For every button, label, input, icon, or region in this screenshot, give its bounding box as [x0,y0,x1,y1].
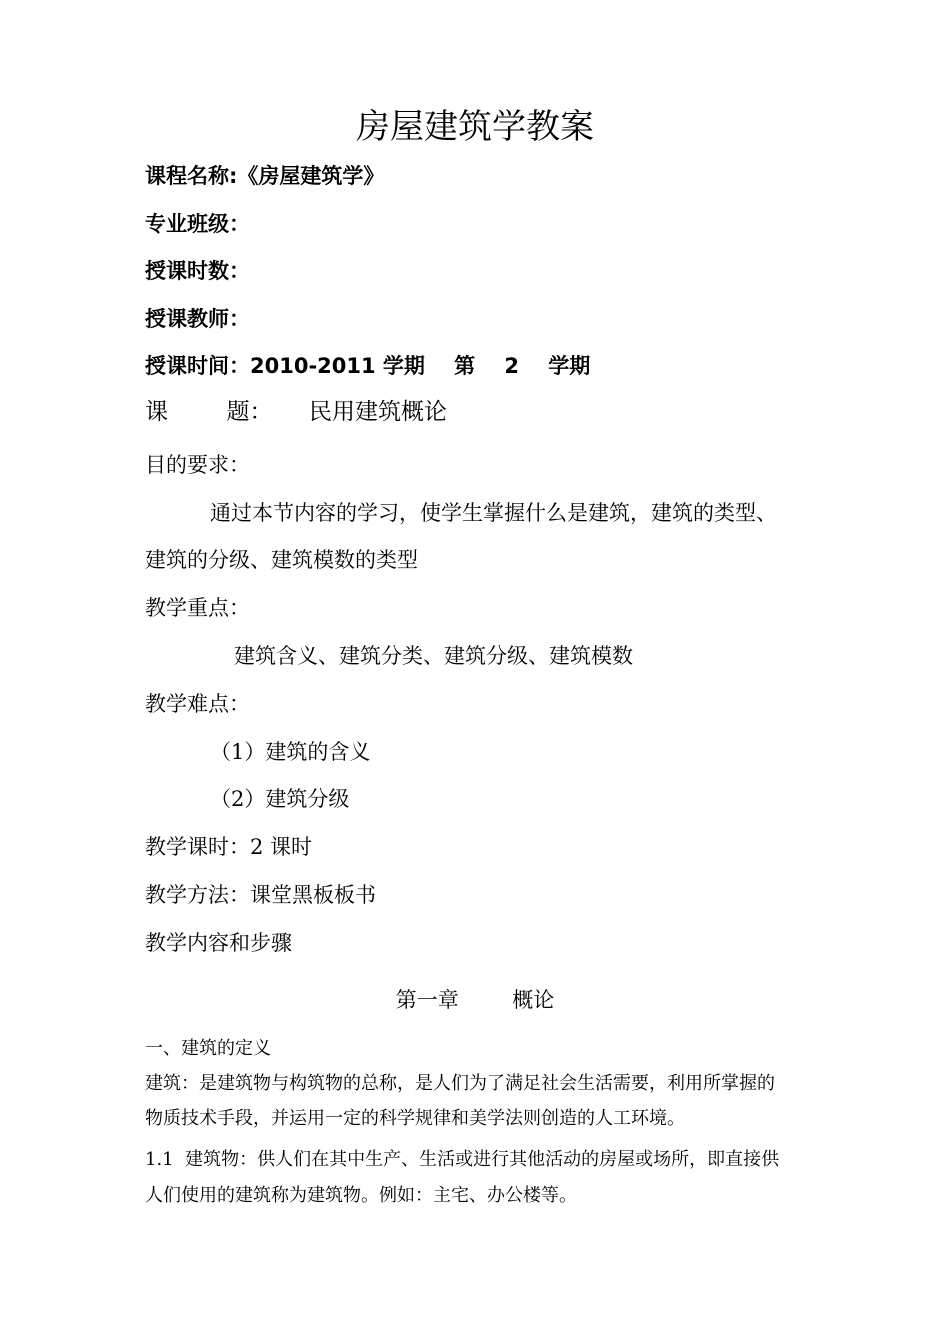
paragraph-2-line-1: 1.1 建筑物：供人们在其中生产、生活或进行其他活动的房屋或场所，即直接供 [145,1149,780,1170]
content-label: 教学内容和步骤 [145,931,292,955]
lesson-topic: 课 题： 民用建筑概论 [145,399,448,425]
objectives-label: 目的要求： [145,453,250,477]
objectives-line-1: 通过本节内容的学习，使学生掌握什么是建筑，建筑的类型、 [210,501,777,525]
teaching-time: 授课时间：2010-2011 学期 第 2 学期 [145,354,591,378]
objectives-line-2: 建筑的分级、建筑模数的类型 [145,548,418,572]
section-heading: 一、建筑的定义 [145,1038,271,1059]
difficulty-1: （1）建筑的含义 [210,740,371,764]
teaching-method: 教学方法：课堂黑板板书 [145,883,376,907]
document-title: 房屋建筑学教案 [356,107,594,147]
difficulty-2: （2）建筑分级 [210,787,350,811]
key-points: 建筑含义、建筑分类、建筑分级、建筑模数 [234,644,633,668]
paragraph-1-line-1: 建筑：是建筑物与构筑物的总称，是人们为了满足社会生活需要，利用所掌握的 [145,1073,775,1094]
key-points-label: 教学重点： [145,596,250,620]
chapter-title: 第一章 概论 [395,988,555,1012]
class-hours: 教学课时：2 课时 [145,835,313,859]
paragraph-1-line-2: 物质技术手段，并运用一定的科学规律和美学法则创造的人工环境。 [145,1108,685,1129]
teaching-hours: 授课时数： [145,259,250,283]
teacher: 授课教师： [145,307,250,331]
course-name: 课程名称:《房屋建筑学》 [145,164,385,188]
major-class: 专业班级： [145,212,250,236]
paragraph-2-line-2: 人们使用的建筑称为建筑物。例如：主宅、办公楼等。 [145,1185,577,1206]
difficulties-label: 教学难点： [145,692,250,716]
